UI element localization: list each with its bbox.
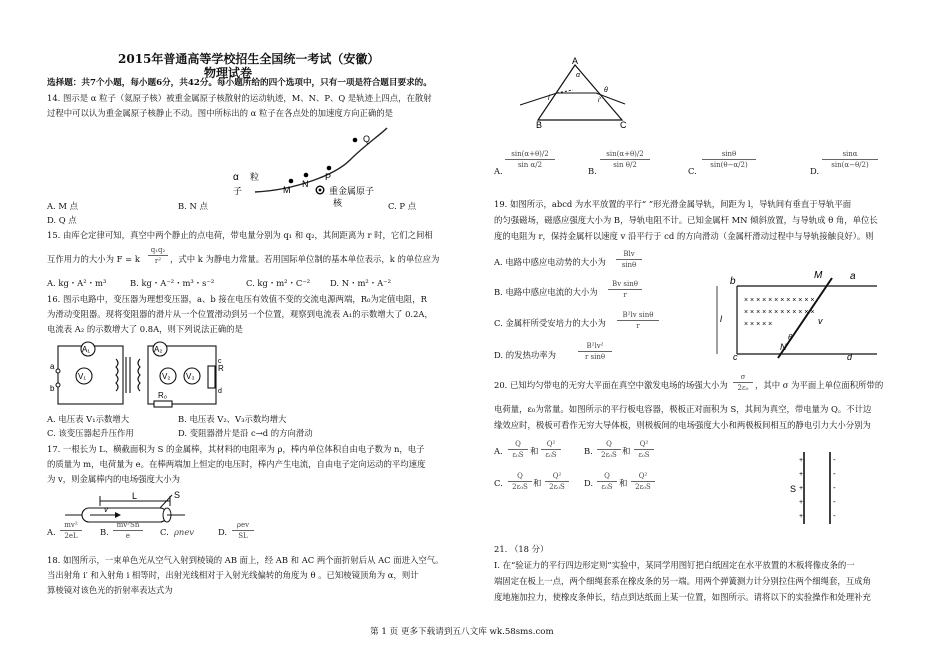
q15-frac-num: q₁q₂	[150, 246, 166, 254]
q16-label-a1: A₁	[82, 345, 91, 354]
q21-line-3: 度地施加拉力，使橡皮条伸长，结点到达纸面上某一位置，如图所示。请将以下的实验操作和处理补充	[494, 592, 871, 602]
q18-label-ip: i′	[598, 97, 601, 104]
q19-d-den: r sinθ	[584, 353, 606, 361]
q18-d-den: sin(α−θ/2)	[831, 161, 869, 169]
svg-text:+: +	[799, 485, 804, 492]
q19-option-d: D. 的发热功率为	[494, 350, 556, 360]
svg-text:+: +	[799, 513, 804, 520]
q19-label-l: l	[720, 314, 722, 324]
q18-label-i: i	[548, 95, 550, 102]
q15-frac-den: r²	[154, 257, 162, 265]
q20-option-b: B.	[584, 446, 593, 456]
q19-label-c: c	[733, 352, 738, 362]
q16-label-b: b	[50, 384, 55, 393]
q18-label-c: C	[620, 120, 627, 130]
q21-line-1: Ⅰ. 在“验证力的平行四边形定则”实验中，某同学用图钉把白纸固定在水平放置的木板将像皮条的一	[494, 560, 855, 570]
q14-label-zi: 子	[233, 186, 243, 196]
q14-figure	[225, 120, 425, 210]
q17-label-l: L	[132, 491, 138, 501]
q17-label-s: S	[174, 490, 181, 500]
svg-text:-: -	[833, 497, 836, 506]
q18-option-a-fraction	[505, 150, 555, 169]
q20-option-a-frac-2: Q² ε₀S	[541, 440, 561, 459]
q20-option-b-and: 和	[622, 446, 631, 456]
q16-label-v2: V₂	[162, 372, 171, 381]
q17-b-den: e	[125, 532, 131, 540]
q18-option-d-fraction	[822, 150, 878, 169]
q21-line-0: 21. （18 分）	[494, 544, 549, 554]
q14-label-n: N	[302, 179, 309, 189]
q15-line-2a: 互作用力的大小为 F = k	[47, 254, 140, 264]
q20-field-fraction	[733, 373, 753, 392]
q14-option-b: B. N 点	[178, 201, 208, 211]
q17-a-num: mv²	[64, 521, 78, 529]
q14-point-m	[289, 179, 294, 184]
q18-label-b: B	[536, 120, 543, 130]
q19-option-b: B. 电路中感应电流的大小为	[494, 287, 598, 297]
svg-text:+: +	[799, 499, 804, 506]
exam-title: 2015年普通高等学校招生全国统一考试（安徽）	[118, 52, 380, 66]
q20-line-1b: ，其中 σ 为平面上单位面积所带的	[755, 380, 884, 390]
q17-option-c: C.	[160, 527, 169, 537]
q17-rod-figure	[60, 490, 260, 530]
q18-line-2: 当出射角 i′ 和入射角 i 相等时，出射光线相对于入射光线偏转的角度为 θ 。已知棱镜顶角为 α，则计	[47, 570, 419, 580]
q14-point-q	[353, 138, 358, 143]
q16-option-b: B. 电压表 V₂、V₃示数均增大	[178, 414, 287, 424]
q19-option-b-fraction	[608, 280, 642, 299]
q20-option-b-frac-2: Q² ε₀S	[634, 440, 654, 459]
q18-option-d: D.	[810, 166, 820, 176]
q17-line-3: 为 v，则金属棒内的电场强度大小为	[47, 474, 181, 484]
q17-option-d-fraction	[232, 521, 254, 540]
q18-label-a: A	[572, 56, 579, 66]
section-instructions: 选择题：共7个小题，每小题6分，共42分。每小题所给的四个选项中，只有一项是符合题目要求的。	[47, 78, 432, 88]
q17-a-den: 2eL	[64, 532, 78, 540]
q17-b-num: mv²Sn	[116, 521, 140, 529]
q14-option-c: C. P 点	[388, 201, 417, 211]
q18-b-num: sin(α+θ)/2	[606, 150, 644, 158]
q20-frac-den: 2ε₀	[737, 384, 749, 392]
q16-option-d: D. 变阻器滑片是沿 c→d 的方向滑动	[178, 428, 313, 438]
q19-label-n: N	[780, 342, 787, 352]
q19-label-m: M	[814, 270, 823, 281]
q19-label-b: b	[730, 276, 736, 287]
q19-rail-figure	[712, 270, 882, 360]
svg-text:-: -	[833, 511, 836, 520]
q20-option-c-frac-1: Q 2ε₀S	[508, 472, 532, 491]
q15-line-2b: ，式中 k 为静电力常量。若用国际单位制的基本单位表示，k 的单位应为	[170, 254, 440, 264]
q20-line-3: 缘效应时，极板可看作无穷大导体板，则极板间的电场强度大小和两极板间相互的静电引力大小分别为	[494, 420, 871, 430]
q19-line-2: 的匀强磁场，磁感应强度大小为 B，导轨电阻不计。已知金属杆 MN 倾斜放置，与导轨成 θ 角，单位长	[494, 215, 878, 225]
q15-option-a: A. kg・A²・m³	[47, 278, 107, 288]
q16-label-d: d	[218, 388, 222, 395]
q20-option-d-frac-1: Q ε₀S	[597, 472, 617, 491]
q16-option-a: A. 电压表 V₁示数增大	[47, 414, 130, 424]
q19-label-theta: θ	[788, 333, 793, 342]
q20-line-2: 电荷量，ε₀为常量。如图所示的平行板电容器，极板正对面积为 S，其间为真空，带电量为 Q。不计边	[494, 404, 872, 414]
q16-label-c: c	[218, 358, 222, 365]
q17-option-b-fraction	[113, 521, 143, 540]
q14-label-li: 粒	[250, 172, 260, 182]
q20-option-d: D.	[584, 478, 594, 488]
q19-a-den: sinθ	[621, 261, 637, 269]
svg-text:-: -	[833, 469, 836, 478]
q17-option-d: D.	[218, 527, 228, 537]
q17-option-c-expr: ρnev	[174, 527, 195, 537]
q15-option-d: D. N・m²・A⁻²	[330, 278, 391, 288]
q17-d-num: ρev	[236, 521, 250, 529]
q19-b-num: Bv sinθ	[612, 280, 638, 288]
q14-label-nucleus-2: 核	[333, 198, 343, 208]
q19-field-row-3: × × × × ×	[744, 321, 773, 328]
q14-point-n	[304, 173, 309, 178]
q17-option-a: A.	[47, 527, 56, 537]
q20-option-a-and: 和	[530, 446, 539, 456]
q18-label-alpha: α	[576, 72, 580, 79]
q15-line-1: 15. 由库仑定律可知，真空中两个静止的点电荷，带电量分别为 q₁ 和 q₂，其间距离为 r 时，它们之间相	[47, 230, 433, 240]
q20-capacitor-figure	[788, 448, 848, 528]
q15-option-b: B. kg・A⁻²・m³・s⁻²	[130, 278, 215, 288]
q18-a-den: sin α/2	[517, 161, 543, 169]
q14-label-nucleus-1: 重金属原子	[329, 186, 375, 196]
svg-text:+: +	[799, 471, 804, 478]
q17-d-den: SL	[238, 532, 248, 540]
q16-line-1: 16. 图示电路中，变压器为理想变压器，a、b 接在电压有效值不变的交流电源两端，R₀为定值电阻，R	[47, 294, 427, 304]
q14-label-q: Q	[363, 134, 371, 144]
q18-label-theta: θ	[604, 87, 608, 94]
q17-option-a-fraction	[60, 521, 82, 540]
q18-option-c-fraction	[702, 150, 756, 169]
exam-subtitle: 物理试卷	[204, 66, 253, 80]
q16-label-a2: A₂	[154, 345, 163, 354]
svg-text:-: -	[833, 455, 836, 464]
q17-label-v: v	[104, 505, 108, 514]
q18-d-num: sinα	[842, 150, 858, 158]
q16-label-r: R	[218, 364, 224, 373]
q20-option-a-frac-1: Q ε₀S	[508, 440, 528, 459]
q14-label-alpha: α	[233, 172, 239, 183]
q20-option-c-and: 和	[533, 478, 542, 488]
q19-a-num: Blv	[623, 250, 635, 258]
q19-d-num: B²lv²	[586, 342, 604, 350]
page-footer: 第 1 页 更多下载请到五八文库 wk.58sms.com	[370, 627, 554, 637]
q14-option-d: D. Q 点	[47, 215, 77, 225]
q20-option-c: C.	[494, 478, 503, 488]
q14-option-a: A. M 点	[47, 201, 78, 211]
q20-option-d-and: 和	[619, 478, 628, 488]
q19-field-row-2: × × × × × × × × × × × ×	[744, 309, 815, 316]
q14-line-2: 过程中可以认为重金属原子核静止不动。图中所标出的 α 粒子在各点处的加速度方向正确的是	[47, 108, 393, 118]
q15-coulomb-fraction	[148, 246, 168, 265]
q19-label-d: d	[847, 352, 853, 362]
q20-line-1a: 20. 已知均匀带电的无穷大平面在真空中激发电场的场强大小为	[494, 380, 728, 390]
q19-option-c: C. 金属杆所受安培力的大小为	[494, 318, 606, 328]
q20-option-c-frac-2: Q² 2ε₀S	[545, 472, 569, 491]
svg-text:-: -	[833, 483, 836, 492]
q16-line-3: 电流表 A₂ 的示数增大了 0.8A，则下列说法正确的是	[47, 324, 243, 334]
q19-line-3: 度的电阻为 r，保持金属杆以速度 v 沿平行于 cd 的方向滑动（金属杆滑动过程中与导轨接触良好）。则	[494, 231, 874, 241]
q16-label-v3: V₃	[186, 372, 195, 381]
q18-option-b-fraction	[600, 150, 650, 169]
q18-a-num: sin(α+θ)/2	[511, 150, 549, 158]
q19-option-a: A. 电路中感应电动势的大小为	[494, 257, 606, 267]
q18-option-b: B.	[588, 166, 597, 176]
q20-option-d-frac-2: Q² 2ε₀S	[631, 472, 655, 491]
q14-label-m: M	[283, 185, 291, 195]
q16-label-v1: V₁	[78, 372, 87, 381]
q18-option-a: A.	[494, 166, 503, 176]
q16-circuit-figure	[48, 341, 228, 409]
q20-option-a: A.	[494, 446, 503, 456]
q18-option-c: C.	[688, 166, 697, 176]
svg-text:+: +	[799, 457, 804, 464]
q18-prism-figure	[510, 56, 640, 130]
q19-field-row-1: × × × × × × × × × × × ×	[744, 297, 815, 304]
q20-option-b-frac-1: Q 2ε₀S	[597, 440, 621, 459]
q20-frac-num: σ	[740, 373, 746, 381]
q16-label-r0: R₀	[158, 391, 168, 400]
q14-point-p	[327, 166, 332, 171]
q18-c-den: sin(θ−α/2)	[710, 161, 748, 169]
q18-line-3: 算棱镜对该色光的折射率表达式为	[47, 585, 173, 595]
q16-line-2: 为滑动变阻器。现将变阻器的滑片从一个位置滑动到另一个位置，观察到电流表 A₁的示数增大了 0.2A，	[47, 309, 433, 319]
q16-label-a: a	[50, 362, 55, 371]
q18-b-den: sin θ/2	[613, 161, 637, 169]
q19-line-1: 19. 如图所示，abcd 为水平放置的平行“ ”形光滑金属导轨，间距为 l，导轨间有垂直于导轨平面	[494, 199, 852, 209]
q19-label-v: v	[818, 316, 823, 326]
q17-option-b: B.	[100, 527, 109, 537]
q14-line-1: 14. 图示是 α 粒子（氦原子核）被重金属原子核散射的运动轨迹，M、N、P、Q 是轨迹上四点，在散射	[47, 93, 432, 103]
q19-option-a-fraction	[616, 250, 642, 269]
q19-c-num: B²lv sinθ	[622, 311, 654, 319]
q21-line-2: 端固定在板上一点，两个细绳套系在橡皮条的另一端。用两个弹簧测力计分别拉住两个细绳套，互成角	[494, 576, 871, 586]
q19-b-den: r	[623, 291, 627, 299]
q17-line-2: 的质量为 m，电荷量为 e。在棒两端加上恒定的电压时，棒内产生电流，自由电子定向运动的平均速度	[47, 459, 426, 469]
q19-option-c-fraction	[617, 311, 659, 330]
q19-label-a: a	[850, 271, 856, 282]
q20-label-s: S	[790, 484, 797, 494]
q15-option-c: C. kg・m²・C⁻²	[246, 278, 311, 288]
q19-c-den: r	[636, 322, 640, 330]
q18-line-1: 18. 如图所示，一束单色光从空气入射到棱镜的 AB 面上，经 AB 和 AC 两个面折射后从 AC 面进入空气。	[47, 555, 444, 565]
q14-label-p: P	[325, 172, 332, 182]
q16-option-c: C. 该变压器起升压作用	[47, 428, 134, 438]
q18-c-num: sinθ	[721, 150, 737, 158]
q17-line-1: 17. 一根长为 L、横截面积为 S 的金属棒，其材料的电阻率为 ρ，棒内单位体积自由电子数为 n，电子	[47, 444, 425, 454]
q19-option-d-fraction	[578, 342, 612, 361]
